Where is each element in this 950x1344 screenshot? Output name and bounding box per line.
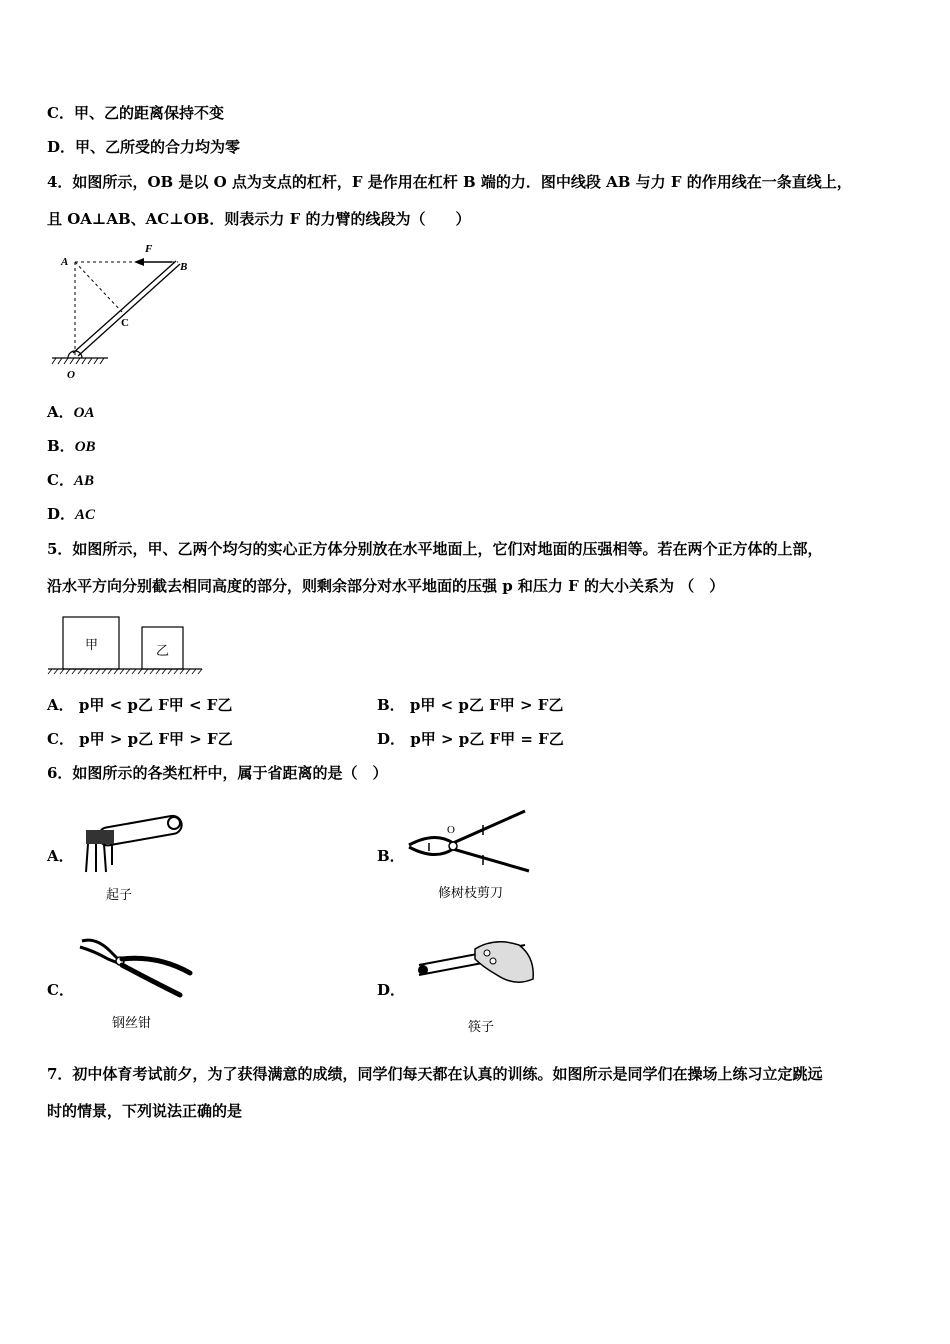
block-jia-label: 甲 bbox=[85, 638, 99, 653]
caption-shears: 修树枝剪刀 bbox=[438, 886, 504, 901]
caption-pliers: 钢丝钳 bbox=[112, 1016, 152, 1031]
block-yi-label: 乙 bbox=[156, 644, 170, 659]
q6-option-d-letter: D． bbox=[377, 981, 406, 999]
q5-option-a: A． p甲 < p乙 F甲 < F乙 bbox=[47, 696, 233, 714]
q4-option-a: A．OA bbox=[47, 403, 95, 421]
q6-stem: 6．如图所示的各类杠杆中，属于省距离的是（ ） bbox=[47, 764, 388, 782]
q4-stem-line2: 且 OA⊥AB、AC⊥OB．则表示力 F 的力臂的线段为（ ） bbox=[47, 210, 471, 228]
q5-stem-line1: 5．如图所示，甲、乙两个均匀的实心正方体分别放在水平地面上，它们对地面的压强相等。若在两个正方体的上部， bbox=[47, 540, 823, 558]
q4-option-d: D．AC bbox=[47, 505, 96, 523]
label-b: B bbox=[180, 261, 188, 273]
q6-option-b-letter: B． bbox=[377, 847, 405, 865]
pruning-shears-image bbox=[405, 805, 535, 880]
q7-stem-line1: 7．初中体育考试前夕，为了获得满意的成绩，同学们每天都在认真的训练。如图所示是同学们在操场上练习立定跳远 bbox=[47, 1065, 823, 1083]
label-a: A bbox=[61, 256, 69, 268]
lever-diagram bbox=[50, 240, 200, 380]
shear-pivot-label: O bbox=[447, 824, 455, 836]
q7-stem-line2: 时的情景，下列说法正确的是 bbox=[47, 1102, 243, 1120]
q5-option-d: D． p甲 > p乙 F甲 = F乙 bbox=[377, 730, 564, 748]
q4-option-b: B．OB bbox=[47, 437, 96, 455]
q5-option-c: C． p甲 > p乙 F甲 > F乙 bbox=[47, 730, 233, 748]
q5-option-b: B． p甲 < p乙 F甲 > F乙 bbox=[377, 696, 564, 714]
pliers-image bbox=[78, 935, 193, 1000]
cubes-diagram bbox=[46, 612, 206, 682]
caption-opener: 起子 bbox=[106, 888, 133, 903]
label-c: C bbox=[121, 317, 129, 329]
label-f: F bbox=[145, 243, 153, 255]
q3-option-c: C．甲、乙的距离保持不变 bbox=[47, 104, 224, 122]
caption-chopsticks: 筷子 bbox=[468, 1020, 495, 1035]
label-o: O bbox=[67, 369, 75, 381]
chopsticks-image bbox=[415, 935, 540, 1000]
q4-stem-line1: 4．如图所示，OB 是以 O 点为支点的杠杆，F 是作用在杠杆 B 端的力．图中线段 AB 与力 F 的作用线在一条直线上， bbox=[47, 173, 852, 191]
q5-stem-line2: 沿水平方向分别截去相同高度的部分，则剩余部分对水平地面的压强 p 和压力 F 的大小关系为 （ ） bbox=[47, 577, 725, 595]
q3-option-d: D．甲、乙所受的合力均为零 bbox=[47, 138, 241, 156]
q6-option-c-letter: C． bbox=[47, 981, 74, 999]
q6-option-a-letter: A． bbox=[47, 847, 74, 865]
q4-option-c: C．AB bbox=[47, 471, 94, 489]
bottle-opener-image bbox=[78, 810, 188, 880]
